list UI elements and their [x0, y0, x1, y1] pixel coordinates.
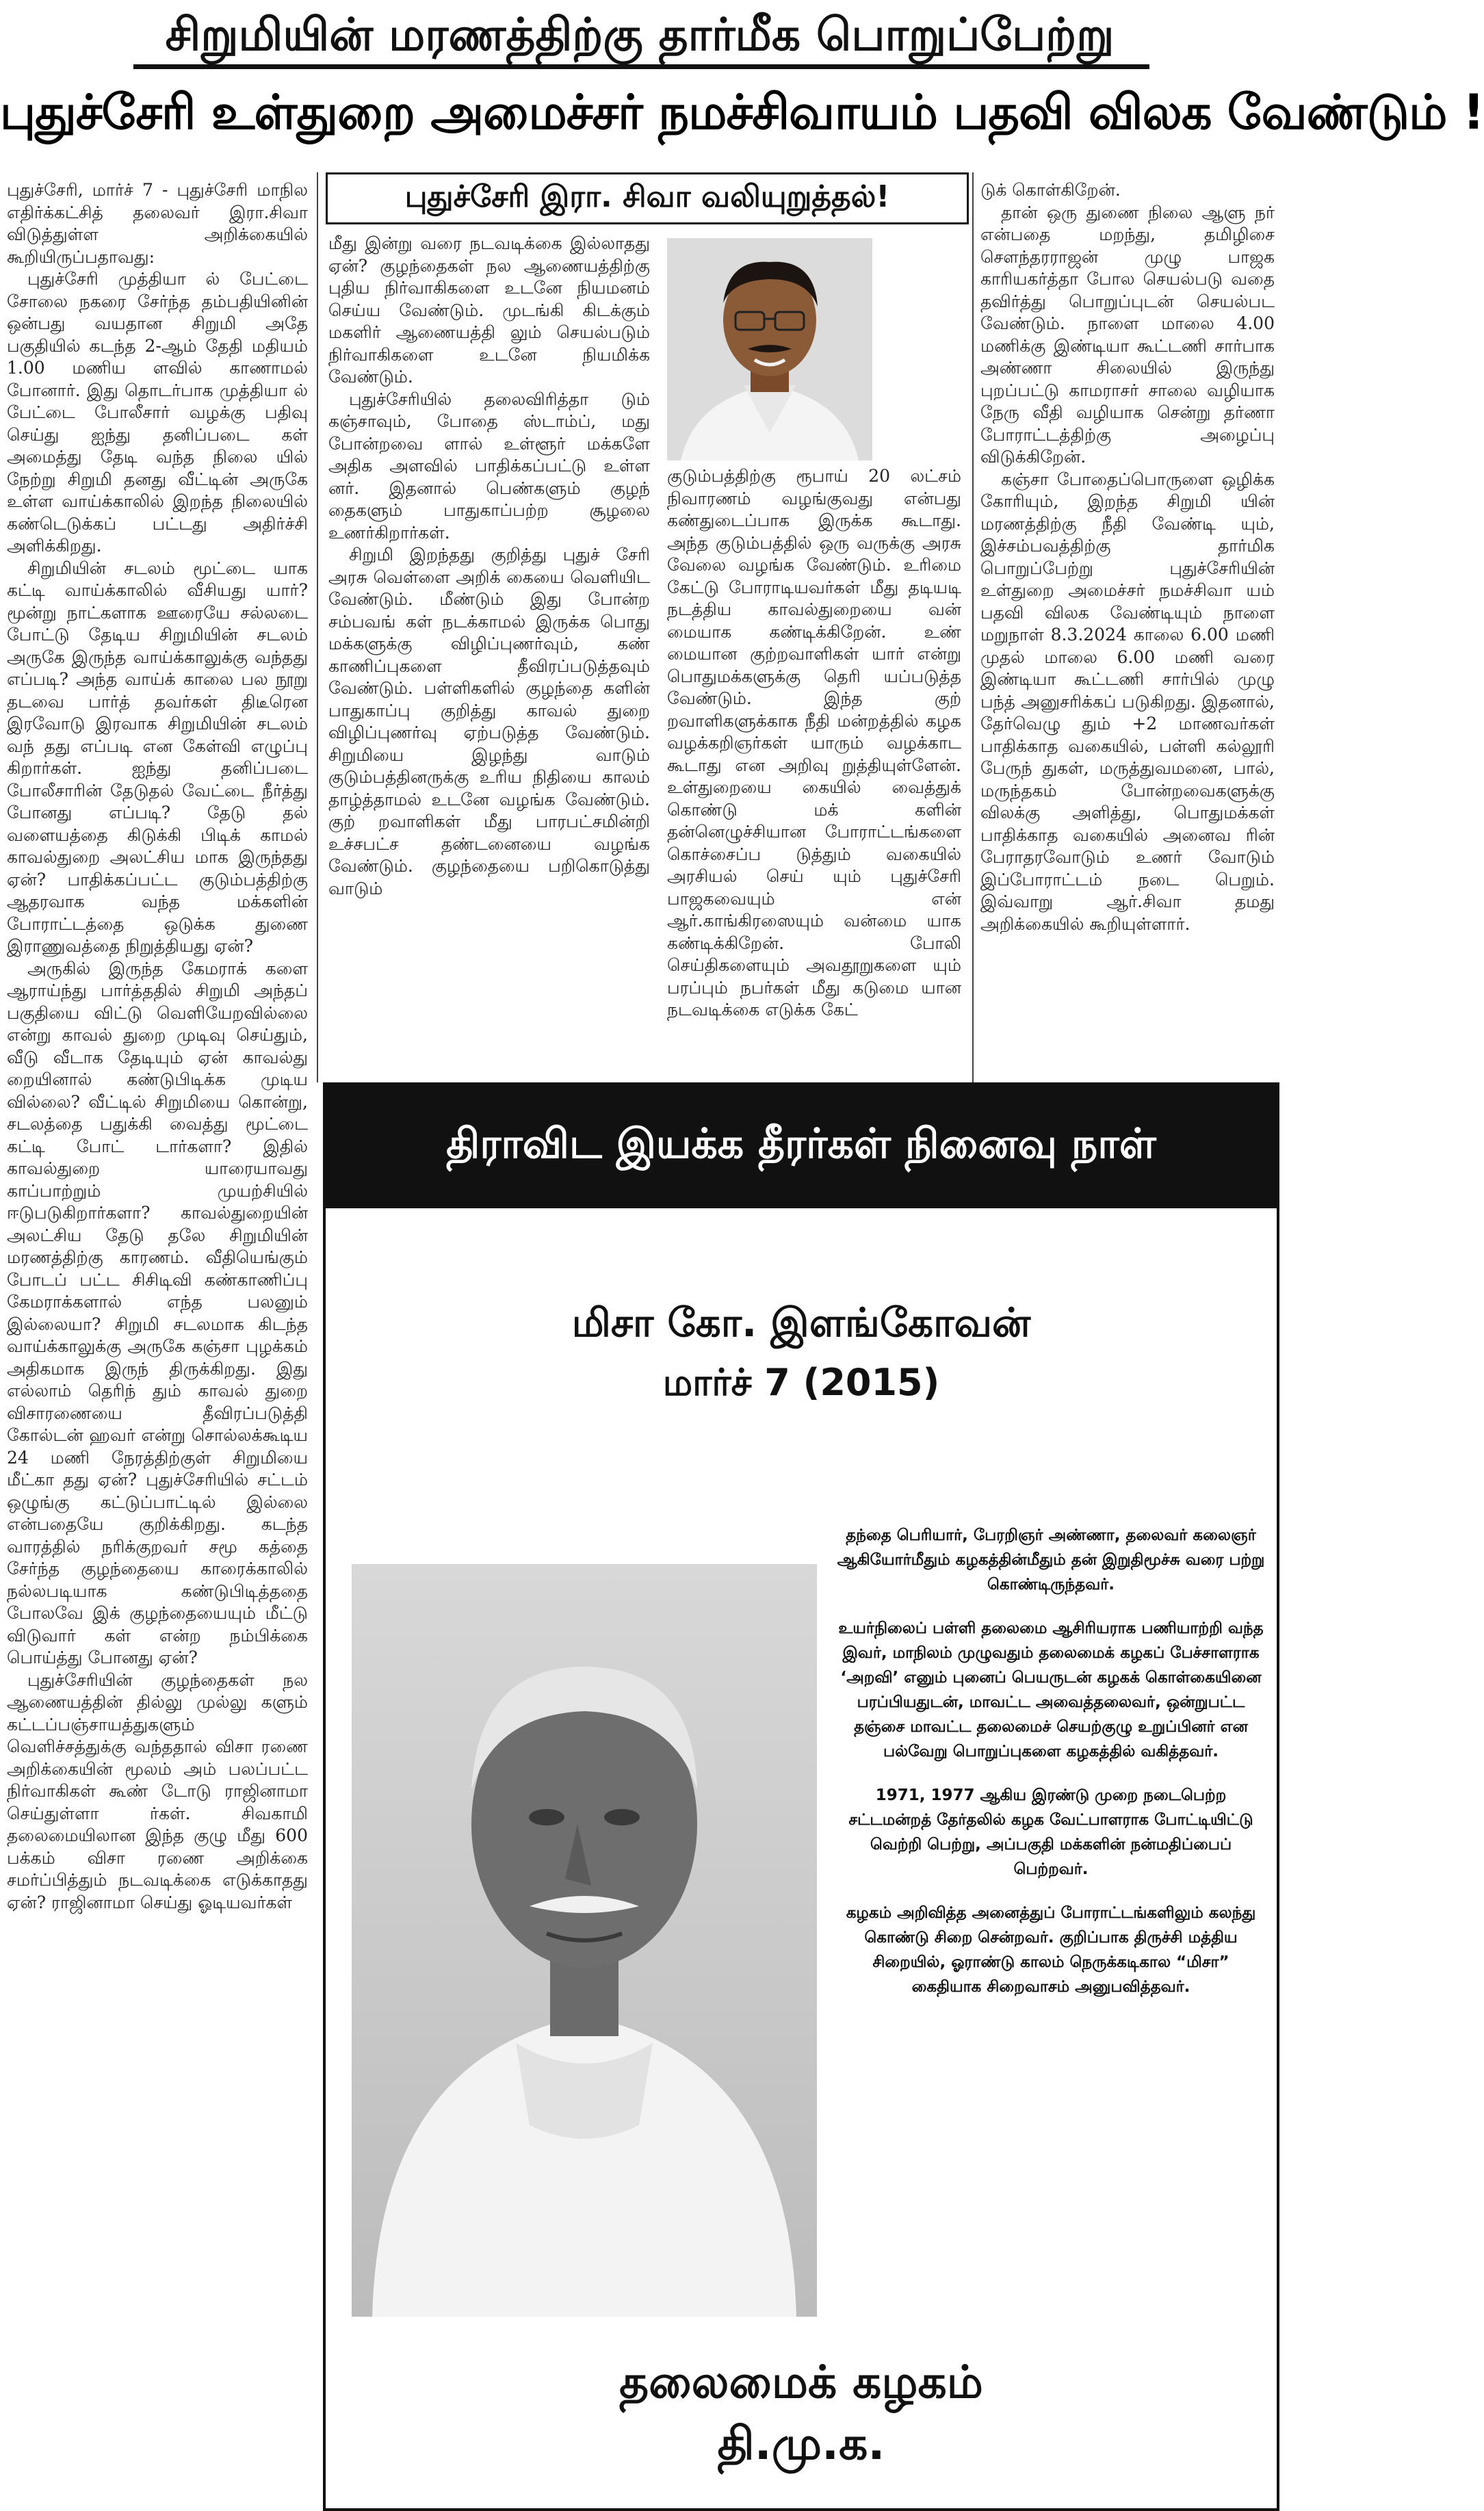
portrait-photo	[667, 238, 872, 460]
article-paragraph: டுக் கொள்கிறேன்.	[980, 180, 1121, 200]
memorial-portrait-image	[352, 1564, 817, 2317]
biography-paragraph: கழகம் அறிவித்த அனைத்துப் போராட்டங்களிலும் கலந்து கொண்டு சிறை சென்றவர். குறிப்பாக திருச்சி மத்திய சிறையில், ஓராண்டு காலம் நெருக்கடிகால “மிசா” கைதியாக சிறைவாசம் அனுபவித்தவர்.	[846, 1904, 1256, 1996]
biography-paragraph: 1971, 1977 ஆகிய இரண்டு முறை நடைபெற்ற சட்டமன்றத் தேர்தலில் கழக வேட்பாளராக போட்டியிட்டு வெற்றி பெற்று, அப்பகுதி மக்களின் நன்மதிப்பைப் பெற்றவர்.	[848, 1786, 1253, 1878]
headline-main: புதுச்சேரி உள்துறை அமைச்சர் நமச்சிவாயம் பதவி விலக வேண்டும் !	[0, 84, 1484, 140]
subheadline: புதுச்சேரி இரா. சிவா வலியுறுத்தல்!	[404, 179, 890, 214]
politician-portrait	[667, 238, 872, 460]
memorial-notice	[323, 1082, 1279, 2511]
biography-paragraph: தந்தை பெரியார், பேரறிஞர் அண்ணா, தலைவர் கலைஞர் ஆகியோர்மீதும் கழகத்தின்மீதும் தன் இறுதிமூச்சு வரை பற்று கொண்டிருந்தவர்.	[837, 1526, 1265, 1593]
memorial-date: மார்ச் 7 (2015)	[662, 1361, 940, 1404]
headline-top: சிறுமியின் மரணத்திற்கு தார்மீக பொறுப்பேற்று	[165, 8, 1115, 61]
memorial-banner	[326, 1085, 1277, 1208]
article-paragraph: குடும்பத்திற்கு ரூபாய் 20 லட்சம் நிவாரணம் வழங்குவது என்பது கண்துடைப்பாக இருக்க கூடாது. அந்த குடும்பத்தில் ஒரு வருக்கு அரசு வேலை வழங்க வேண்டும். உரிமை கேட்டு போராடியவர்கள் மீது தடியடி நடத்திய காவல்துறையை வன் மையாக கண்டிக்கிறேன். உண் மையான குற்றவாளிகள் யார் என்று பொதுமக்களுக்கு தெரி யப்படுத்த வேண்டும். இந்த குற் றவாளிகளுக்காக நீதி மன்றத்தில் கழக வழக்கறிஞர்கள் யாரும் வழக்காட கூடாது என அறிவு றுத்தியுள்ளேன். உள்துறையை கையில் வைத்துக் கொண்டு மக் களின் தன்னெழுச்சியான போராட்டங்களை கொச்சைப்ப டுத்தும் வகையில் அரசியல் செய் யும் புதுச்சேரி பாஜகவையும் என் ஆர்.காங்கிரஸையும் வன்மை யாக கண்டிக்கிறேன். போலி செய்திகளையும் அவதூறுகளை யும் பரப்பும் நபர்கள் மீது கடுமை யான நடவடிக்கை எடுக்க கேட்	[667, 466, 961, 1019]
biography-paragraph: உயர்நிலைப் பள்ளி தலைமை ஆசிரியராக பணியாற்றி வந்த இவர், மாநிலம் முழுவதும் தலைமைக் கழகப் பேச்சாளராக ‘அறவி’ எனும் புனைப் பெயருடன் கழகக் கொள்கையினை பரப்பியதுடன், மாவட்ட அவைத்தலைவர், ஒன்றுபட்ட தஞ்சை மாவட்ட தலைமைச் செயற்குழு உறுப்பினர் என பல்வேறு பொறுப்புகளை கழகத்தில் வகித்தவர்.	[838, 1619, 1264, 1760]
article-column-2	[328, 233, 650, 1078]
memorial-banner-text: திராவிட இயக்க தீரர்கள் நினைவு நாள்	[446, 1120, 1156, 1168]
article-paragraph: புதுச்சேரி முத்தியா ல் பேட்டை சோலை நகரை சேர்ந்த தம்பதியினின் ஒன்பது வயதான சிறுமி அதே பகுதியில் கடந்த 2-ஆம் தேதி மதியம் 1.00 மணிய ளவில் காணாமல் போனார். இது தொடர்பாக முத்தியா ல் பேட்டை போலீசார் வழக்கு பதிவு செய்து ஐந்து தனிப்படை கள் அமைத்து தேடி வந்த நிலை யில் நேற்று சிறுமி தனது வீட்டின் அருகே உள்ள வாய்க்காலில் இறந்த நிலையில் கண்டெடுக்கப் பட்டது அதிர்ச்சி அளிக்கிறது.	[7, 269, 308, 556]
memorial-footer-org: தலைமைக் கழகம்	[619, 2356, 983, 2408]
article-paragraph: புதுச்சேரியில் தலைவிரித்தா டும் கஞ்சாவும், போதை ஸ்டாம்ப், மது போன்றவை ளால் உள்ளூர் மக்களே அதிக அளவில் பாதிக்கப்பட்டு உள்ள னர். இதனால் பெண்களும் குழந் தைகளும் பாதுகாப்பற்ற சூழலை உணர்கிறார்கள்.	[328, 389, 650, 543]
article-column-1	[7, 179, 308, 2506]
memorial-photo	[352, 1564, 817, 2317]
headline-underline	[133, 64, 1149, 69]
article-column-3	[667, 465, 961, 1081]
article-paragraph: சிறுமியின் சடலம் மூட்டை யாக கட்டி வாய்க்காலில் வீசியது யார்? மூன்று நாட்களாக ஊரையே சல்லடை போட்டு தேடிய சிறுமியின் சடலம் அருகே இருந்த வாய்க்காலுக்கு வந்தது எப்படி? அந்த வாய்க் காலை பல நூறு தடவை பார்த் தவர்கள் திடீரென இரவோடு இரவாக சிறுமியின் சடலம் வந் தது எப்படி என கேள்வி எழுப்பு கிறார்கள். ஐந்து தனிப்படை போலீசாரின் தேடுதல் வேட்டை நீர்த்து போனது எப்படி? தேடு தல் வளையத்தை கிடுக்கி பிடிக் காமல் காவல்துறை அலட்சிய மாக இருந்தது ஏன்? பாதிக்கப்பட்ட குடும்பத்திற்கு ஆதரவாக வந்த மக்களின் போராட்டத்தை ஒடுக்க துணை இராணுவத்தை நிறுத்தியது ஏன்?	[7, 558, 308, 956]
memorial-biography	[835, 1523, 1266, 2018]
article-paragraph: புதுச்சேரி, மார்ச் 7 - புதுச்சேரி மாநில எதிர்க்கட்சித் தலைவர் இரா.சிவா விடுத்துள்ள அறிக்கையில் கூறியிருப்பதாவது:	[7, 180, 308, 267]
article-paragraph: புதுச்சேரியின் குழந்தைகள் நல ஆணையத்தின் தில்லு முல்லு களும் கட்டப்பஞ்சாயத்துகளும் வெளிச்சத்துக்கு வந்ததால் விசா ரணை அறிக்கையின் மூலம் அம் பலப்பட்ட நிர்வாகிகள் கூண் டோடு ராஜினாமா செய்துள்ளா ர்கள். சிவகாமி தலைமையிலான இந்த குழு மீது 600 பக்கம் விசா ரணை அறிக்கை சமர்ப்பித்தும் நடவடிக்கை எடுக்காதது ஏன்? ராஜினாமா செய்து ஓடியவர்கள்	[7, 1669, 308, 1912]
column-divider	[317, 172, 318, 1082]
article-paragraph: அருகில் இருந்த கேமராக் களை ஆராய்ந்து பார்த்ததில் சிறுமி அந்தப் பகுதியை விட்டு வெளியேறவில்லை என்று காவல் துறை முடிவு செய்தும், வீடு வீடாக தேடியும் ஏன் காவல்து றையினால் கண்டுபிடிக்க முடிய வில்லை? வீட்டில் சிறுமியை கொன்று, சடலத்தை பதுக்கி வைத்து மூட்டை கட்டி போட் டார்களா? இதில் காவல்துறை யாரையாவது காப்பாற்றும் முயற்சியில் ஈடுபடுகிறார்களா? காவல்துறையின் அலட்சிய தேடு தலே சிறுமியின் மரணத்திற்கு காரணம். வீதியெங்கும் போடப் பட்ட சிசிடிவி கண்காணிப்பு கேமராக்களால் எந்த பலனும் இல்லையா? சிறுமி சடலமாக கிடந்த வாய்க்காலுக்கு அருகே கஞ்சா புழக்கம் அதிகமாக இருந் திருக்கிறது. இது எல்லாம் தெரிந் தும் காவல் துறை விசாரணையை தீவிரப்படுத்தி கோல்டன் ஹவர் என்று சொல்லக்கூடிய 24 மணி நேரத்திற்குள் சிறுமியை மீட்கா தது ஏன்? புதுச்சேரியில் சட்டம் ஒழுங்கு கட்டுப்பாட்டில் இல்லை என்பதையே குறிக்கிறது. கடந்த வாரத்தில் நரிக்குறவர் சமூ கத்தை சேர்ந்த குழந்தையை காரைக்காலில் நல்லபடியாக கண்டுபிடித்ததை போலவே இக் குழந்தையையும் மீட்டு விடுவார் கள் என்ற நம்பிக்கை பொய்த்து போனது ஏன்?	[7, 958, 308, 1667]
subheadline-box	[326, 172, 969, 224]
column-divider	[972, 172, 974, 1082]
article-column-4	[980, 179, 1275, 1079]
article-paragraph: கஞ்சா போதைப்பொருளை ஒழிக்க கோரியும், இறந்த சிறுமி யின் மரணத்திற்கு நீதி வேண்டி யும், இச்சம்பவத்திற்கு தார்மிக பொறுப்பேற்று புதுச்சேரியின் உள்துறை அமைச்சர் நமச்சிவா யம் பதவி விலக வேண்டியும் நாளை மறுநாள் 8.3.2024 காலை 6.00 மணி முதல் மாலை 6.00 மணி வரை இண்டியா கூட்டணி சார்பில் முழு பந்த் அனுசரிக்கப் படுகிறது. இதனால், தேர்வெழு தும் +2 மாணவர்கள் பாதிக்காத வகையில், பள்ளி கல்லூரி பேருந் துகள், மருத்துவமனை, பால், மருந்தகம் போன்றவைகளுக்கு விலக்கு அளித்து, பொதுமக்கள் பாதிக்காத வகையில் அனைவ ரின் பேராதரவோடும் உணர் வோடும் இப்போராட்டம் நடை பெறும். இவ்வாறு ஆர்.சிவா தமது அறிக்கையில் கூறியுள்ளார்.	[980, 469, 1275, 934]
article-paragraph: சிறுமி இறந்தது குறித்து புதுச் சேரி அரசு வெள்ளை அறிக் கையை வெளியிட வேண்டும். மீண்டும் இது போன்ற சம்பவங் கள் நடக்காமல் இருக்க பொது மக்களுக்கு விழிப்புணர்வும், கண் காணிப்புகளை தீவிரப்படுத்தவும் வேண்டும். பள்ளிகளில் குழந்தை களின் பாதுகாப்பு குறித்து காவல் துறை விழிப்புணர்வு ஏற்படுத்த வேண்டும். சிறுமியை இழந்து வாடும் குடும்பத்தினருக்கு உரிய நிதியை காலம் தாழ்த்தாமல் உடனே வழங்க வேண்டும். குற் றவாளிகள் மீது பாரபட்சமின்றி உச்சபட்ச தண்டனையை வழங்க வேண்டும். குழந்தையை பறிகொடுத்து வாடும்	[328, 545, 650, 898]
memorial-person-name: மிசா கோ. இளங்கோவன்	[571, 1299, 1031, 1346]
article-paragraph: மீது இன்று வரை நடவடிக்கை இல்லாதது ஏன்? குழந்தைகள் நல ஆணையத்திற்கு புதிய நிர்வாகிகளை உடனே நியமனம் செய்ய வேண்டும். முடங்கி கிடக்கும் மகளிர் ஆணையத்தி லும் செயல்படும் நிர்வாகிகளை உடனே நியமிக்க வேண்டும்.	[328, 233, 650, 387]
memorial-footer-party: தி.மு.க.	[717, 2417, 885, 2470]
article-paragraph: தான் ஒரு துணை நிலை ஆளு நர் என்பதை மறந்து, தமிழிசை சௌந்தரராஜன் முழு பாஜக காரியகர்த்தா போல செயல்படு வதை தவிர்த்து பொறுப்புடன் செயல்பட வேண்டும். நாளை மாலை 4.00 மணிக்கு இண்டியா கூட்டணி சார்பாக அண்ணா சிலையில் இருந்து புறப்பட்டு காமராசர் சாலை வழியாக நேரு வீதி வழியாக சென்று தர்ணா போராட்டத்திற்கு அழைப்பு விடுக்கிறேன்.	[980, 202, 1275, 467]
